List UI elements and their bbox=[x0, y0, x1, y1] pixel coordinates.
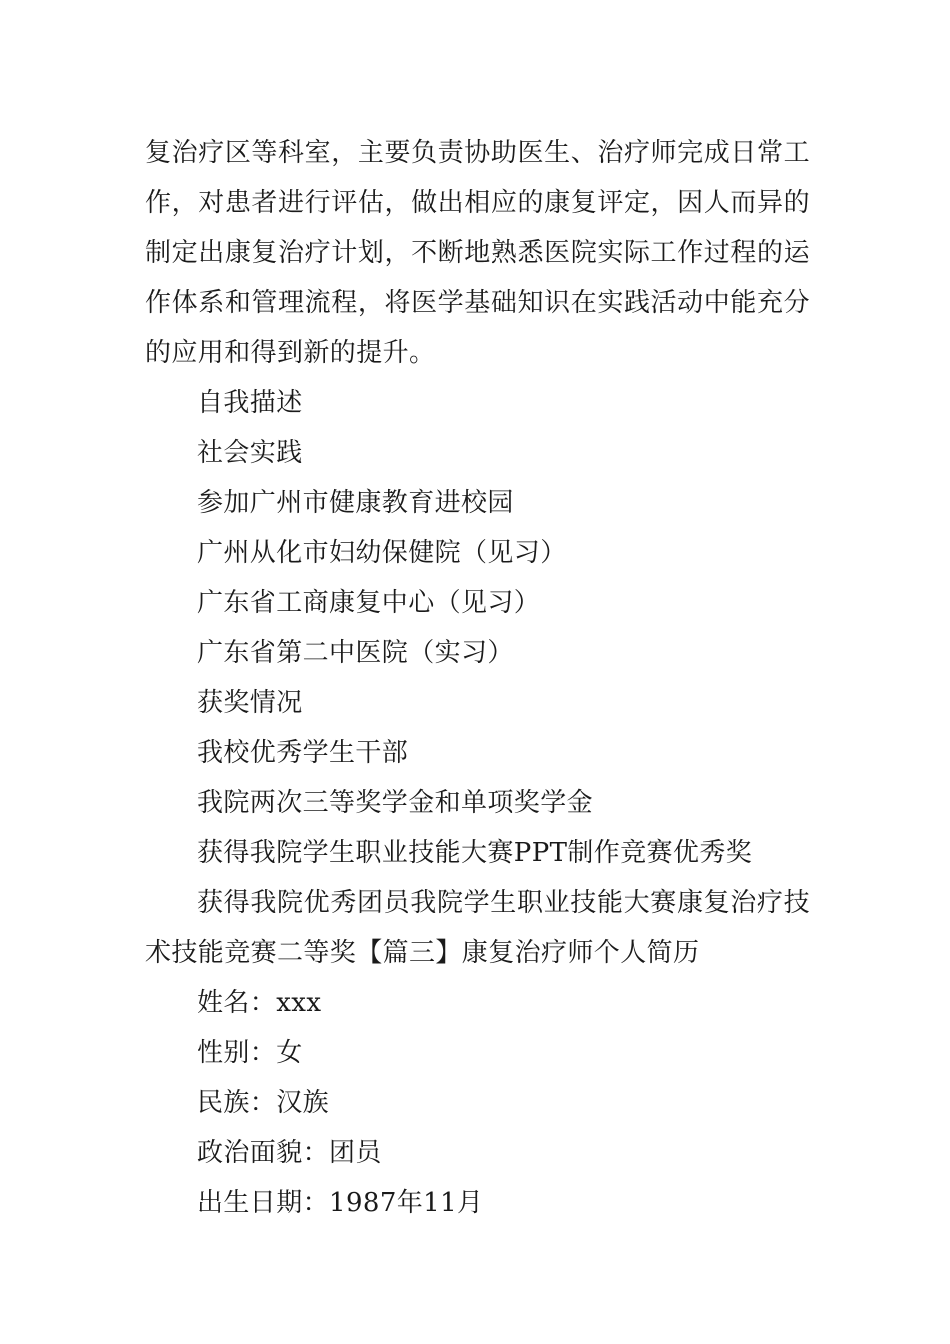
profile-gender: 性别：女 bbox=[197, 1038, 303, 1068]
profile-name: 姓名：xxx bbox=[197, 988, 322, 1018]
profile-birth-date: 出生日期：1987年11月 bbox=[197, 1188, 484, 1218]
heading-social-practice: 社会实践 bbox=[197, 438, 303, 468]
practice-item: 广州从化市妇幼保健院（见习） bbox=[197, 538, 567, 568]
award-item: 我院两次三等奖学金和单项奖学金 bbox=[197, 788, 594, 818]
practice-item: 广东省第二中医院（实习） bbox=[197, 638, 514, 668]
award-item: 获得我院学生职业技能大赛PPT制作竞赛优秀奖 bbox=[197, 838, 753, 868]
practice-item: 参加广州市健康教育进校园 bbox=[197, 488, 514, 518]
profile-political-status: 政治面貌：团员 bbox=[197, 1138, 382, 1168]
profile-ethnicity: 民族：汉族 bbox=[197, 1088, 330, 1118]
practice-item: 广东省工商康复中心（见习） bbox=[197, 588, 541, 618]
heading-self-description: 自我描述 bbox=[197, 388, 303, 418]
heading-awards: 获奖情况 bbox=[197, 688, 303, 718]
intro-paragraph: 复治疗区等科室，主要负责协助医生、治疗师完成日常工作，对患者进行评估，做出相应的康复评定，因人而异的制定出康复治疗计划，不断地熟悉医院实际工作过程的运作体系和管理流程，将医学基础知识在实践活动中能充分的应用和得到新的提升。 bbox=[145, 138, 810, 368]
award-paragraph: 获得我院优秀团员我院学生职业技能大赛康复治疗技术技能竞赛二等奖【篇三】康复治疗师个人简历 bbox=[145, 888, 810, 968]
award-item: 我校优秀学生干部 bbox=[197, 738, 409, 768]
document-body bbox=[145, 128, 810, 1228]
